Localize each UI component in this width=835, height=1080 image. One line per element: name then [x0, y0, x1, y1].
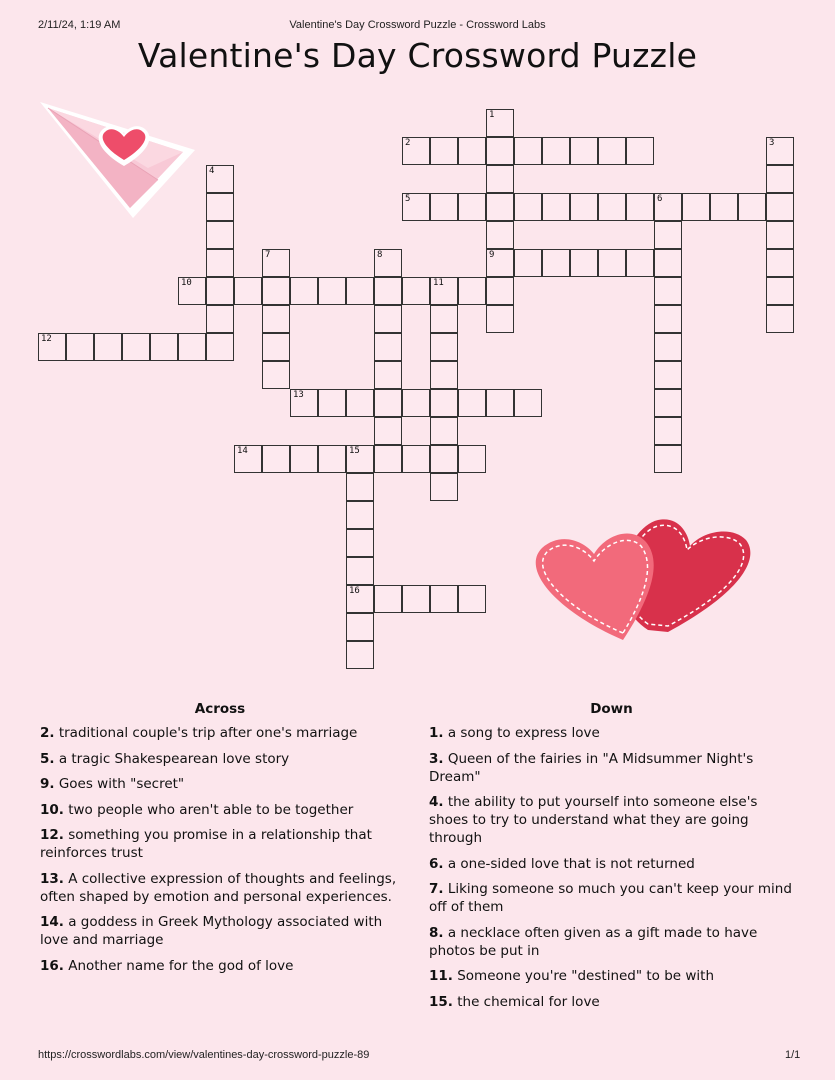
clue-text: Goes with "secret" [54, 776, 185, 792]
down-clue [429, 993, 794, 1011]
grid-cell[interactable] [206, 193, 234, 221]
grid-cell[interactable] [318, 277, 346, 305]
grid-cell[interactable] [346, 613, 374, 641]
grid-cell[interactable] [290, 389, 318, 417]
grid-cell[interactable] [402, 445, 430, 473]
clue-number: 9. [40, 776, 55, 792]
grid-cell[interactable] [430, 445, 458, 473]
grid-cell[interactable] [374, 417, 402, 445]
grid-cell[interactable] [262, 249, 290, 277]
grid-cell[interactable] [402, 193, 430, 221]
grid-cell[interactable] [766, 221, 794, 249]
grid-cell[interactable] [486, 137, 514, 165]
down-clue [429, 793, 794, 847]
grid-cell[interactable] [766, 137, 794, 165]
down-clue [429, 967, 794, 985]
grid-cell[interactable] [486, 305, 514, 333]
clue-number: 5 [405, 194, 411, 204]
grid-cell[interactable] [430, 361, 458, 389]
grid-cell[interactable] [346, 641, 374, 669]
grid-cell[interactable] [346, 473, 374, 501]
grid-cell[interactable] [178, 333, 206, 361]
grid-cell[interactable] [290, 445, 318, 473]
grid-cell[interactable] [514, 137, 542, 165]
clue-number: 5. [40, 750, 55, 767]
grid-cell[interactable] [290, 277, 318, 305]
print-page-title: Valentine's Day Crossword Puzzle - Crossword Labs [289, 19, 546, 31]
grid-cell[interactable] [374, 361, 402, 389]
clue-text: the chemical for love [452, 993, 600, 1010]
clue-number: 7 [265, 250, 271, 260]
grid-cell[interactable] [66, 333, 94, 361]
grid-cell[interactable] [206, 221, 234, 249]
print-datetime: 2/11/24, 1:19 AM [38, 19, 121, 31]
grid-cell[interactable] [374, 277, 402, 305]
clue-number: 1. [429, 725, 444, 741]
clue-number: 2 [405, 138, 411, 148]
grid-cell[interactable] [346, 529, 374, 557]
clue-number: 12 [41, 334, 52, 344]
grid-cell[interactable] [542, 193, 570, 221]
down-clue [429, 924, 794, 960]
grid-cell[interactable] [654, 193, 682, 221]
grid-cell[interactable] [430, 333, 458, 361]
grid-cell[interactable] [374, 445, 402, 473]
grid-cell[interactable] [654, 389, 682, 417]
grid-cell[interactable] [262, 305, 290, 333]
clue-text: two people who aren't able to be together [63, 801, 354, 818]
grid-cell[interactable] [458, 137, 486, 165]
grid-cell[interactable] [682, 193, 710, 221]
across-clues [40, 700, 400, 982]
clue-number: 13. [40, 870, 64, 887]
grid-cell[interactable] [234, 277, 262, 305]
clue-number: 1 [489, 110, 495, 120]
grid-cell[interactable] [654, 361, 682, 389]
grid-cell[interactable] [598, 193, 626, 221]
grid-cell[interactable] [654, 333, 682, 361]
grid-cell[interactable] [430, 389, 458, 417]
grid-cell[interactable] [94, 333, 122, 361]
grid-cell[interactable] [458, 585, 486, 613]
across-clue [40, 913, 400, 949]
grid-cell[interactable] [598, 249, 626, 277]
grid-cell[interactable] [654, 305, 682, 333]
clue-text: something you promise in a relationship that reinforces trust [40, 827, 372, 861]
grid-cell[interactable] [486, 109, 514, 137]
grid-cell[interactable] [486, 221, 514, 249]
clue-text: a tragic Shakespearean love story [54, 750, 290, 767]
clue-number: 16. [40, 957, 64, 974]
clue-number: 12. [40, 827, 64, 843]
clue-number: 13 [293, 390, 304, 400]
clue-number: 16 [349, 586, 360, 596]
grid-cell[interactable] [570, 249, 598, 277]
across-clue [40, 724, 400, 742]
grid-cell[interactable] [402, 277, 430, 305]
down-heading: Down [590, 701, 633, 717]
grid-cell[interactable] [654, 417, 682, 445]
clue-number: 14 [237, 446, 248, 456]
clue-number: 15 [349, 446, 360, 456]
clue-number: 9 [489, 250, 495, 260]
grid-cell[interactable] [430, 277, 458, 305]
clue-number: 3 [769, 138, 775, 148]
grid-cell[interactable] [486, 165, 514, 193]
grid-cell[interactable] [766, 249, 794, 277]
clue-text: Another name for the god of love [63, 957, 294, 974]
clue-text: Someone you're "destined" to be with [452, 968, 715, 984]
clue-number: 3. [429, 750, 444, 767]
grid-cell[interactable] [206, 165, 234, 193]
clue-number: 10. [40, 801, 64, 818]
clue-number: 4. [429, 794, 444, 810]
clue-number: 11. [429, 968, 453, 984]
grid-cell[interactable] [346, 389, 374, 417]
grid-cell[interactable] [402, 389, 430, 417]
grid-cell[interactable] [150, 333, 178, 361]
grid-cell[interactable] [430, 193, 458, 221]
clue-text: a one-sided love that is not returned [443, 855, 695, 872]
grid-cell[interactable] [542, 137, 570, 165]
grid-cell[interactable] [206, 305, 234, 333]
clue-number: 8 [377, 250, 383, 260]
grid-cell[interactable] [626, 249, 654, 277]
grid-cell[interactable] [542, 249, 570, 277]
two-hearts-illustration [528, 512, 758, 647]
grid-cell[interactable] [710, 193, 738, 221]
grid-cell[interactable] [654, 277, 682, 305]
grid-cell[interactable] [122, 333, 150, 361]
grid-cell[interactable] [430, 473, 458, 501]
grid-cell[interactable] [374, 249, 402, 277]
down-clue [429, 724, 794, 742]
across-clue [40, 957, 400, 975]
clue-number: 8. [429, 924, 444, 941]
grid-cell[interactable] [262, 445, 290, 473]
grid-cell[interactable] [374, 585, 402, 613]
clue-number: 2. [40, 725, 55, 741]
grid-cell[interactable] [514, 249, 542, 277]
grid-cell[interactable] [346, 585, 374, 613]
grid-cell[interactable] [570, 137, 598, 165]
grid-cell[interactable] [626, 137, 654, 165]
grid-cell[interactable] [570, 193, 598, 221]
puzzle-title: Valentine's Day Crossword Puzzle [137, 36, 698, 75]
clue-text: the ability to put yourself into someone else's shoes to try to understand what they are going through [429, 794, 758, 846]
across-clue [40, 750, 400, 768]
down-clue [429, 880, 794, 916]
grid-cell[interactable] [234, 445, 262, 473]
down-clue [429, 855, 794, 873]
grid-cell[interactable] [458, 193, 486, 221]
clue-text: A collective expression of thoughts and feelings, often shaped by emotion and personal experiences. [40, 870, 397, 905]
grid-cell[interactable] [430, 585, 458, 613]
grid-cell[interactable] [766, 165, 794, 193]
grid-cell[interactable] [38, 333, 66, 361]
across-heading: Across [194, 701, 246, 717]
grid-cell[interactable] [430, 417, 458, 445]
grid-cell[interactable] [486, 249, 514, 277]
grid-cell[interactable] [262, 277, 290, 305]
grid-cell[interactable] [766, 193, 794, 221]
grid-cell[interactable] [486, 193, 514, 221]
grid-cell[interactable] [514, 193, 542, 221]
grid-cell[interactable] [458, 277, 486, 305]
grid-cell[interactable] [458, 389, 486, 417]
grid-cell[interactable] [654, 221, 682, 249]
clue-text: a song to express love [443, 725, 600, 741]
clue-number: 15. [429, 993, 453, 1010]
grid-cell[interactable] [262, 333, 290, 361]
grid-cell[interactable] [206, 249, 234, 277]
grid-cell[interactable] [738, 193, 766, 221]
grid-cell[interactable] [346, 501, 374, 529]
clue-text: Queen of the fairies in "A Midsummer Night's Dream" [429, 750, 754, 785]
clue-number: 10 [181, 278, 192, 288]
clue-number: 11 [433, 278, 444, 288]
grid-cell[interactable] [374, 389, 402, 417]
grid-cell[interactable] [374, 333, 402, 361]
grid-cell[interactable] [430, 305, 458, 333]
clue-text: a goddess in Greek Mythology associated with love and marriage [40, 914, 383, 948]
grid-cell[interactable] [206, 277, 234, 305]
grid-cell[interactable] [206, 333, 234, 361]
grid-cell[interactable] [766, 277, 794, 305]
grid-cell[interactable] [430, 137, 458, 165]
grid-cell[interactable] [486, 277, 514, 305]
grid-cell[interactable] [458, 445, 486, 473]
grid-cell[interactable] [654, 445, 682, 473]
clue-number: 7. [429, 881, 444, 897]
down-clue [429, 750, 794, 786]
across-clue [40, 870, 400, 906]
grid-cell[interactable] [402, 585, 430, 613]
grid-cell[interactable] [766, 305, 794, 333]
clue-number: 6. [429, 855, 444, 872]
grid-cell[interactable] [598, 137, 626, 165]
clue-text: traditional couple's trip after one's marriage [54, 725, 358, 741]
down-clues [429, 700, 794, 1018]
clue-number: 4 [209, 166, 215, 176]
grid-cell[interactable] [486, 389, 514, 417]
across-clue [40, 826, 400, 862]
grid-cell[interactable] [626, 193, 654, 221]
print-url: https://crosswordlabs.com/view/valentines-day-crossword-puzzle-89 [38, 1049, 370, 1061]
grid-cell[interactable] [374, 305, 402, 333]
grid-cell[interactable] [318, 389, 346, 417]
grid-cell[interactable] [346, 445, 374, 473]
grid-cell[interactable] [346, 557, 374, 585]
grid-cell[interactable] [654, 249, 682, 277]
grid-cell[interactable] [346, 277, 374, 305]
clue-text: Liking someone so much you can't keep your mind off of them [429, 881, 792, 915]
grid-cell[interactable] [262, 361, 290, 389]
grid-cell[interactable] [402, 137, 430, 165]
print-page-number: 1/1 [785, 1049, 801, 1061]
grid-cell[interactable] [514, 389, 542, 417]
clue-number: 6 [657, 194, 663, 204]
clue-text: a necklace often given as a gift made to have photos be put in [429, 924, 758, 959]
grid-cell[interactable] [178, 277, 206, 305]
clue-number: 14. [40, 914, 64, 930]
across-clue [40, 775, 400, 793]
across-clue [40, 801, 400, 819]
grid-cell[interactable] [318, 445, 346, 473]
